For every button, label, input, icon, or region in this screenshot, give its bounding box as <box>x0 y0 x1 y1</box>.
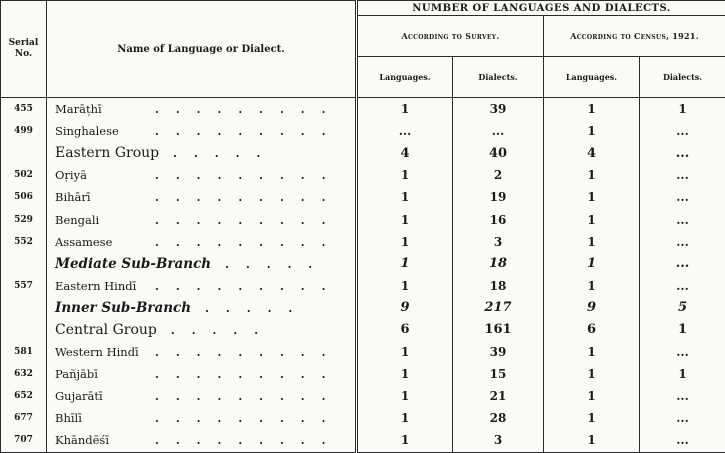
survey-dialects: 39 <box>453 341 544 363</box>
language-name-cell <box>47 341 357 363</box>
census-languages: 1 <box>544 429 640 452</box>
census-languages: 1 <box>544 385 640 407</box>
census-languages-header: Languages. <box>544 57 640 98</box>
census-dialects: ... <box>640 341 725 363</box>
serial-number: 707 <box>1 429 47 452</box>
language-name-cell <box>47 164 357 186</box>
census-dialects: ... <box>640 253 725 275</box>
language-name: Bihārī <box>55 190 141 204</box>
language-name: Mediate Sub-Branch <box>55 256 211 272</box>
survey-languages: 1 <box>357 429 453 452</box>
table-row <box>1 253 725 275</box>
census-header: According to Census, 1921. <box>544 16 725 57</box>
language-name-cell <box>47 429 357 452</box>
leader-dots: ......... <box>155 214 342 227</box>
serial-number: 529 <box>1 208 47 230</box>
language-name-cell <box>47 385 357 407</box>
leader-dots: ..... <box>171 324 275 337</box>
census-dialects: ... <box>640 275 725 297</box>
survey-dialects: 2 <box>453 164 544 186</box>
census-dialects: 1 <box>640 98 725 121</box>
survey-languages: 1 <box>357 186 453 208</box>
serial-header: Serial No. <box>1 1 47 98</box>
table-row <box>1 120 725 142</box>
census-languages: 6 <box>544 319 640 341</box>
census-languages: 1 <box>544 186 640 208</box>
leader-dots: ..... <box>205 302 309 315</box>
language-name: Eastern Group <box>55 145 159 161</box>
language-name: Eastern Hindī <box>55 279 141 293</box>
leader-dots: ......... <box>155 169 342 182</box>
survey-languages: 1 <box>357 98 453 121</box>
language-name-cell <box>47 231 357 253</box>
language-name: Oṛiyā <box>55 168 141 182</box>
language-name-cell <box>47 142 357 164</box>
census-dialects: 5 <box>640 297 725 319</box>
leader-dots: ......... <box>155 103 342 116</box>
census-languages: 1 <box>544 363 640 385</box>
serial-number: 506 <box>1 186 47 208</box>
survey-languages: 1 <box>357 385 453 407</box>
serial-number <box>1 142 47 164</box>
survey-dialects: 19 <box>453 186 544 208</box>
survey-languages: 1 <box>357 253 453 275</box>
table-row <box>1 363 725 385</box>
number-group-header: NUMBER OF LANGUAGES AND DIALECTS. <box>357 1 725 16</box>
survey-dialects-header: Dialects. <box>453 57 544 98</box>
serial-number <box>1 253 47 275</box>
census-languages: 1 <box>544 231 640 253</box>
census-languages: 1 <box>544 164 640 186</box>
survey-languages-header: Languages. <box>357 57 453 98</box>
census-languages: 1 <box>544 407 640 429</box>
survey-dialects: 3 <box>453 429 544 452</box>
survey-languages: 1 <box>357 363 453 385</box>
table-row <box>1 297 725 319</box>
language-name: Assamese <box>55 235 141 249</box>
census-dialects: 1 <box>640 363 725 385</box>
language-name: Pañjābī <box>55 367 141 381</box>
survey-languages: 1 <box>357 341 453 363</box>
serial-number: 652 <box>1 385 47 407</box>
leader-dots: ......... <box>155 390 342 403</box>
survey-dialects: 18 <box>453 253 544 275</box>
leader-dots: ......... <box>155 368 342 381</box>
survey-dialects: 21 <box>453 385 544 407</box>
leader-dots: ......... <box>155 125 342 138</box>
survey-dialects: 217 <box>453 297 544 319</box>
language-name-cell <box>47 98 357 121</box>
serial-number: 557 <box>1 275 47 297</box>
serial-number: 581 <box>1 341 47 363</box>
leader-dots: ......... <box>155 412 342 425</box>
leader-dots: ......... <box>155 280 342 293</box>
survey-languages: ... <box>357 120 453 142</box>
survey-dialects: 161 <box>453 319 544 341</box>
serial-number <box>1 297 47 319</box>
leader-dots: ..... <box>225 258 329 271</box>
survey-languages: 1 <box>357 275 453 297</box>
language-name-cell <box>47 297 357 319</box>
language-name: Singhalese <box>55 124 141 138</box>
table-row <box>1 98 725 121</box>
table-row <box>1 429 725 452</box>
serial-number: 677 <box>1 407 47 429</box>
table-row <box>1 186 725 208</box>
survey-languages: 1 <box>357 407 453 429</box>
census-dialects: ... <box>640 385 725 407</box>
language-name: Central Group <box>55 322 157 338</box>
survey-languages: 6 <box>357 319 453 341</box>
survey-header: According to Survey. <box>357 16 544 57</box>
name-header: Name of Language or Dialect. <box>47 1 357 98</box>
census-languages: 1 <box>544 341 640 363</box>
census-dialects: ... <box>640 142 725 164</box>
language-name: Bhīlī <box>55 411 141 425</box>
survey-dialects: 16 <box>453 208 544 230</box>
leader-dots: ..... <box>173 147 277 160</box>
census-languages: 9 <box>544 297 640 319</box>
language-name-cell <box>47 275 357 297</box>
language-name-cell <box>47 319 357 341</box>
census-dialects: 1 <box>640 319 725 341</box>
language-name-cell <box>47 120 357 142</box>
serial-number: 455 <box>1 98 47 121</box>
language-name-cell <box>47 407 357 429</box>
serial-number: 502 <box>1 164 47 186</box>
table-row <box>1 142 725 164</box>
census-dialects: ... <box>640 120 725 142</box>
survey-languages: 4 <box>357 142 453 164</box>
language-name: Western Hindī <box>55 345 141 359</box>
survey-languages: 1 <box>357 164 453 186</box>
serial-number: 632 <box>1 363 47 385</box>
table-row <box>1 407 725 429</box>
survey-languages: 1 <box>357 231 453 253</box>
leader-dots: ......... <box>155 346 342 359</box>
language-name-cell <box>47 186 357 208</box>
serial-number: 499 <box>1 120 47 142</box>
census-languages: 1 <box>544 253 640 275</box>
leader-dots: ......... <box>155 191 342 204</box>
survey-dialects: ... <box>453 120 544 142</box>
census-languages: 1 <box>544 98 640 121</box>
census-dialects: ... <box>640 186 725 208</box>
survey-dialects: 3 <box>453 231 544 253</box>
serial-number: 552 <box>1 231 47 253</box>
survey-dialects: 39 <box>453 98 544 121</box>
table-row <box>1 164 725 186</box>
census-languages: 1 <box>544 275 640 297</box>
census-languages: 1 <box>544 120 640 142</box>
survey-dialects: 40 <box>453 142 544 164</box>
table-row <box>1 208 725 230</box>
census-dialects: ... <box>640 231 725 253</box>
language-name-cell <box>47 363 357 385</box>
census-dialects: ... <box>640 429 725 452</box>
leader-dots: ......... <box>155 236 342 249</box>
survey-dialects: 18 <box>453 275 544 297</box>
language-name: Inner Sub-Branch <box>55 300 191 316</box>
survey-languages: 9 <box>357 297 453 319</box>
table-row <box>1 319 725 341</box>
census-dialects: ... <box>640 164 725 186</box>
language-name: Marāṭhī <box>55 102 141 116</box>
survey-dialects: 28 <box>453 407 544 429</box>
serial-number <box>1 319 47 341</box>
survey-dialects: 15 <box>453 363 544 385</box>
table-row <box>1 385 725 407</box>
language-name: Bengali <box>55 213 141 227</box>
census-languages: 1 <box>544 208 640 230</box>
language-name-cell <box>47 208 357 230</box>
language-name: Gujarātī <box>55 389 141 403</box>
leader-dots: ......... <box>155 434 342 447</box>
census-dialects: ... <box>640 208 725 230</box>
table-row <box>1 275 725 297</box>
survey-languages: 1 <box>357 208 453 230</box>
census-languages: 4 <box>544 142 640 164</box>
language-name-cell <box>47 253 357 275</box>
table-row <box>1 231 725 253</box>
census-dialects: ... <box>640 407 725 429</box>
language-name: Khāndēśī <box>55 433 141 447</box>
table-row <box>1 341 725 363</box>
census-dialects-header: Dialects. <box>640 57 725 98</box>
